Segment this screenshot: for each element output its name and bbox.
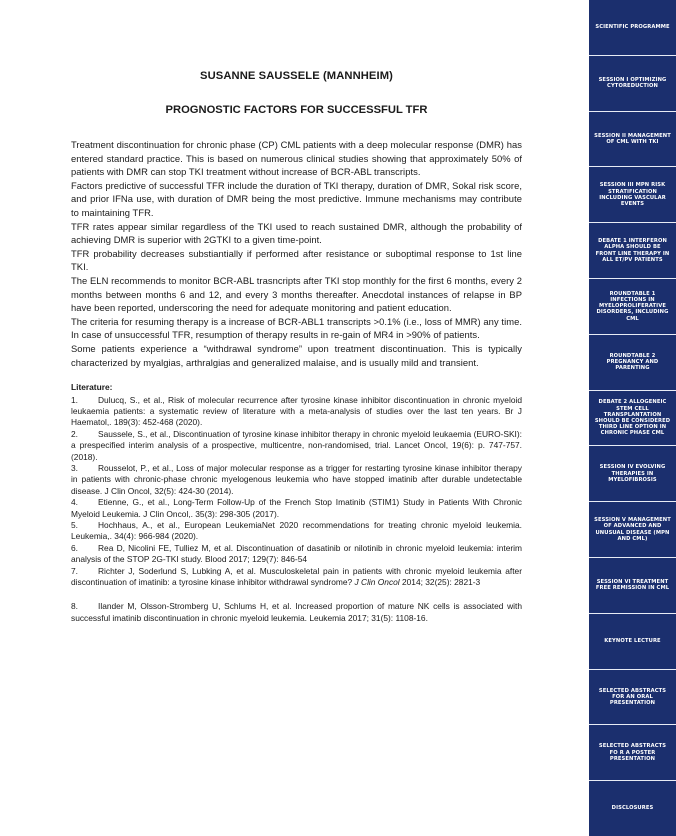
sidebar-item-label: SESSION III MPN RISK STRATIFICATION INCLUDING VASCULAR EVENTS — [599, 182, 666, 207]
sidebar-item-scientific-programme[interactable] — [589, 0, 676, 56]
sidebar-item-label: SESSION I OPTIMIZING CYTOREDUCTION — [598, 76, 667, 90]
literature-item — [71, 429, 522, 463]
body-paragraph: TFR rates appear similar regardless of the TKI used to reach sustained DMR, although the probability of achieving DMR is superior with 2GTKI to a given time-point. — [71, 220, 522, 246]
sidebar-item-label: ROUNDTABLE 1 INFECTIONS IN MYELOPROLIFERATIVE DISORDERS, INCLUDING CML — [596, 290, 669, 322]
sidebar-item-debate-1[interactable] — [589, 223, 676, 279]
body-paragraph: The ELN recommends to monitor BCR-ABL trasncripts after TKI stop monthly for the first 6 months, every 2 months between months 6 and 12, and every 3 months thereafter. Anecdotal instances of relapse in BP have been reported, underscoring the need for adequate monitoring and patient education. — [71, 274, 522, 314]
sidebar-item-label: SESSION II MANAGEMENT OF CML WITH TKI — [594, 132, 671, 145]
sidebar-item-oral-abstracts[interactable] — [589, 670, 676, 726]
sidebar-item-label: KEYNOTE LECTURE — [604, 638, 661, 645]
reference-number: 4. — [71, 497, 78, 508]
sidebar-item-label: DEBATE 2 ALLOGENEIC STEM CELL TRANSPLANTATION SHOULD BE CONSIDERED THIRD LINE OPTION IN CHRONIC PHASE CML — [594, 399, 671, 437]
reference-text: Etienne, G., et al., Long-Term Follow-Up of the French Stop Imatinib (STIM1) Study in Patients With Chronic Myeloid Leukemia. J Clin Oncol,. 35(3): 298-305 (2017). — [71, 497, 522, 519]
reference-number: 7. — [71, 565, 78, 576]
sidebar-item-session-2[interactable] — [589, 112, 676, 168]
reference-text: Rea D, Nicolini FE, Tulliez M, et al. Discontinuation of dasatinib or nilotinib in chronic myeloid leukemia: interim analysis of the STOP 2G-TKI study. Blood 2017; 129(7): 846-54 — [71, 542, 522, 565]
sidebar-item-label: SELECTED ABSTRACTS FO R A POSTER PRESENTATION — [598, 743, 667, 762]
literature-list — [71, 395, 522, 625]
sidebar-item-roundtable-1[interactable] — [589, 279, 676, 335]
sidebar-item-session-6[interactable] — [589, 558, 676, 614]
sidebar-item-label: SESSION VI TREATMENT FREE REMISSION IN CML — [595, 579, 670, 592]
reference-number: 5. — [71, 519, 78, 530]
sidebar-item-roundtable-2[interactable] — [589, 335, 676, 391]
reference-text: Saussele, S., et al., Discontinuation of tyrosine kinase inhibitor therapy in chronic myeloid leukaemia (EURO-SKI): a prespecified interim analysis of a prospective, multicentre, non-randomised, trial. Lancet Oncol, 19(6): p. 747-757. (2018). — [71, 428, 522, 462]
reference-text: Ilander M, Olsson-Stromberg U, Schlums H, et al. Increased proportion of mature NK cells is associated with successful imatinib discontinuation in chronic myeloid leukemia. Leukemia 2017; 31(5): 1108-16. — [71, 601, 522, 623]
sidebar-item-debate-2[interactable] — [589, 391, 676, 447]
literature-item — [71, 463, 522, 497]
reference-journal: J Clin Oncol — [354, 577, 400, 587]
sidebar-item-keynote-lecture[interactable] — [589, 614, 676, 670]
literature-item — [71, 566, 522, 589]
abstract-body — [71, 138, 522, 369]
sidebar-item-label: SESSION IV EVOLVING THERAPIES IN MYELOFIBROSIS — [599, 464, 666, 483]
sidebar-item-label: SELECTED ABSTRACTS FOR AN ORAL PRESENTATION — [598, 687, 667, 707]
reference-text: Hochhaus, A., et al., European LeukemiaNet 2020 recommendations for treating chronic myeloid leukemia. Leukemia,. 34(4): 966-984 (2020). — [71, 519, 522, 542]
main-content — [71, 70, 522, 624]
body-paragraph: Some patients experience a “withdrawal syndrome” upon treatment discontinuation. This is typically characterized by myalgias, arthralgias and generalized malaise, and is usually mild and transient. — [71, 342, 522, 368]
body-paragraph: The criteria for resuming therapy is a increase of BCR-ABL1 transcripts >0.1% (i.e., loss of MMR) any time. In case of unsuccessful TFR, resumption of therapy results in re-gain of MR4 in >90% of patients. — [71, 315, 522, 341]
sidebar-item-label: DISCLOSURES — [611, 805, 654, 812]
reference-number: 6. — [71, 542, 78, 553]
body-paragraph: Treatment discontinuation for chronic phase (CP) CML patients with a deep molecular response (DMR) has entered standard practice. This is based on numerous clinical studies showing that approximately 50% of patients with DMR can stop TKI treatment without increase of BCR-ABL transcripts. — [71, 139, 522, 178]
body-paragraph: Factors predictive of successful TFR include the duration of TKI therapy, duration of DMR, Sokal risk score, and prior IFNa use, with duration of DMR being the most predictive. Immune mechanisms may contribute to maintaining TFR. — [71, 179, 522, 218]
speaker-name: SUSANNE SAUSSELE (MANNHEIM) — [200, 70, 393, 82]
page-title: PROGNOSTIC FACTORS FOR SUCCESSFUL TFR — [165, 104, 428, 116]
sidebar-item-label: SCIENTIFIC PROGRAMME — [595, 24, 670, 31]
reference-text: Rousselot, P., et al., Loss of major molecular response as a trigger for restarting tyrosine kinase inhibitor therapy in patients with chronic-phase chronic myelogenous leukemia who have stopped imatinib after durable undetectable disease. J Clin Oncol, 32(5): 424-30 (2014). — [71, 462, 522, 496]
sidebar-item-label: ROUNDTABLE 2 PREGNANCY AND PARENTING — [606, 352, 659, 372]
body-paragraph: TFR probability decreases substiantially if performed after resistance or suboptimal response to 1st line TKI. — [71, 247, 522, 273]
literature-item — [71, 520, 522, 543]
literature-heading: Literature: — [71, 382, 113, 393]
reference-text: Richter J, Soderlund S, Lubking A, et al. Musculoskeletal pain in patients with chronic myeloid leukemia after discontinuation of imatinib: a tyrosine kinase inhibitor withdrawal syndrome? — [71, 565, 522, 587]
sidebar-item-label: SESSION V MANAGEMENT OF ADVANCED AND UNUSUAL DISEASE (MPN AND CML) — [594, 517, 671, 542]
sidebar-item-session-1[interactable] — [589, 56, 676, 112]
reference-number: 2. — [71, 428, 78, 439]
literature-item — [71, 497, 522, 520]
sidebar-item-session-5[interactable] — [589, 502, 676, 558]
sidebar-item-poster-abstracts[interactable] — [589, 725, 676, 781]
literature-item — [71, 601, 522, 624]
sidebar-item-session-3[interactable] — [589, 167, 676, 223]
reference-text: 2014; 32(25): 2821-3 — [399, 577, 481, 587]
sidebar-item-label: DEBATE 1 INTERFERON ALPHA SHOULD BE FRONT LINE THERAPY IN ALL ET/PV PATIENTS — [595, 238, 670, 263]
reference-text: Dulucq, S., et al., Risk of molecular recurrence after tyrosine kinase inhibitor discontinuation in chronic myeloid leukaemia patients: a systematic review of literature with a meta-analysis of studies over the last ten years. Br J Haematol,. 189(3): 452-468 (2020). — [71, 394, 522, 428]
sidebar-item-disclosures[interactable] — [589, 781, 676, 836]
reference-number: 3. — [71, 462, 78, 473]
reference-number: 8. — [71, 601, 78, 612]
sidebar-navigation — [589, 0, 676, 836]
literature-item — [71, 543, 522, 566]
sidebar-item-session-4[interactable] — [589, 446, 676, 502]
reference-number: 1. — [71, 394, 78, 405]
literature-item — [71, 395, 522, 429]
